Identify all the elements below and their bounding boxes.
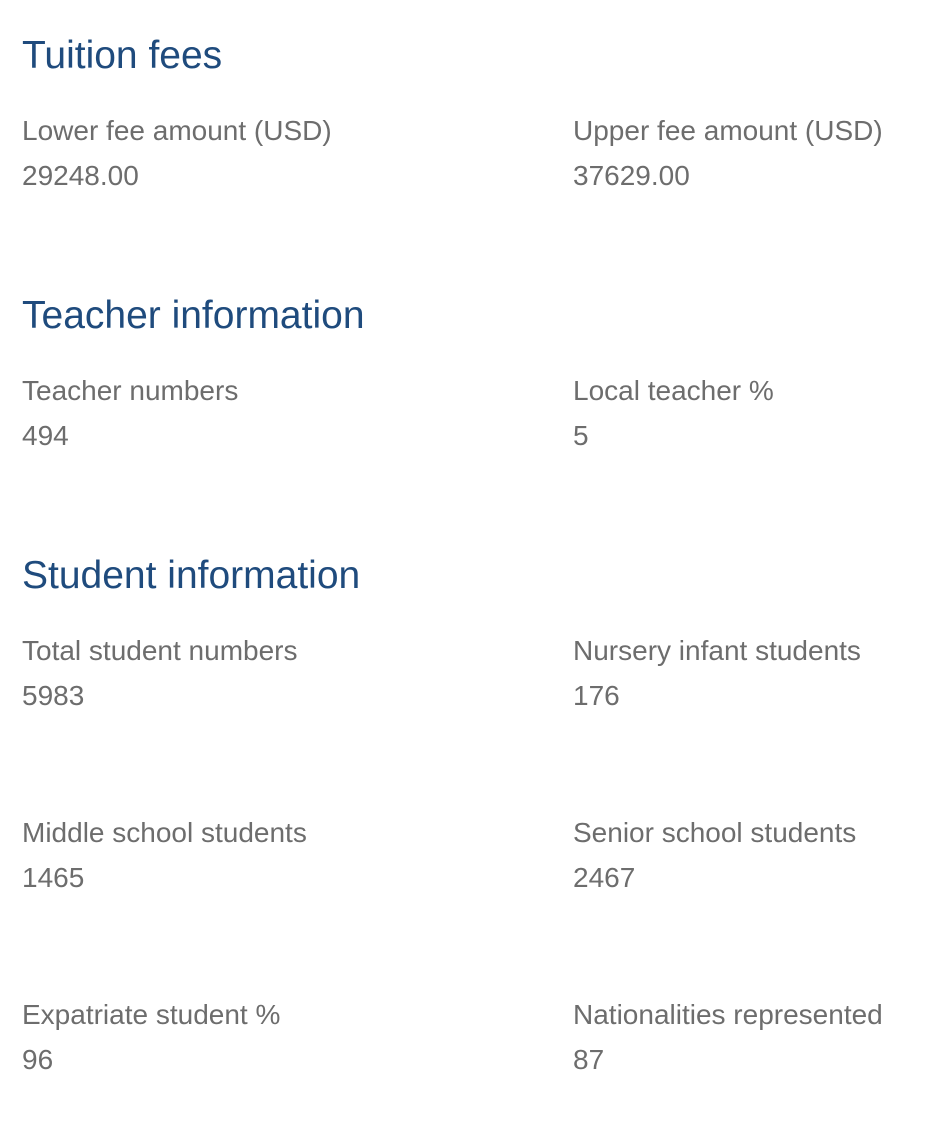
upper-fee-label: Upper fee amount (USD) (573, 115, 883, 146)
lower-fee-value: 29248.00 (22, 160, 139, 191)
senior-school-field (573, 816, 933, 895)
nursery-students-value: 176 (573, 680, 620, 711)
nationalities-label: Nationalities represented (573, 999, 883, 1030)
middle-school-field (22, 816, 382, 895)
tuition-fees-heading: Tuition fees (22, 34, 223, 77)
lower-fee-label: Lower fee amount (USD) (22, 115, 332, 146)
teacher-numbers-field (22, 374, 382, 453)
nursery-students-field (573, 634, 933, 713)
total-students-field (22, 634, 382, 713)
student-information-heading: Student information (22, 554, 361, 597)
total-students-value: 5983 (22, 680, 85, 711)
expatriate-student-value: 96 (22, 1044, 54, 1075)
lower-fee-field (22, 114, 382, 193)
expatriate-student-field (22, 998, 382, 1077)
local-teacher-label: Local teacher % (573, 375, 774, 406)
teacher-numbers-label: Teacher numbers (22, 375, 239, 406)
nursery-students-label: Nursery infant students (573, 635, 861, 666)
total-students-label: Total student numbers (22, 635, 298, 666)
middle-school-value: 1465 (22, 862, 85, 893)
middle-school-label: Middle school students (22, 817, 307, 848)
local-teacher-value: 5 (573, 420, 589, 451)
nationalities-field (573, 998, 933, 1077)
local-teacher-field (573, 374, 933, 453)
upper-fee-value: 37629.00 (573, 160, 690, 191)
senior-school-value: 2467 (573, 862, 636, 893)
teacher-numbers-value: 494 (22, 420, 69, 451)
nationalities-value: 87 (573, 1044, 605, 1075)
expatriate-student-label: Expatriate student % (22, 999, 281, 1030)
upper-fee-field (573, 114, 933, 193)
senior-school-label: Senior school students (573, 817, 857, 848)
teacher-information-heading: Teacher information (22, 294, 365, 337)
